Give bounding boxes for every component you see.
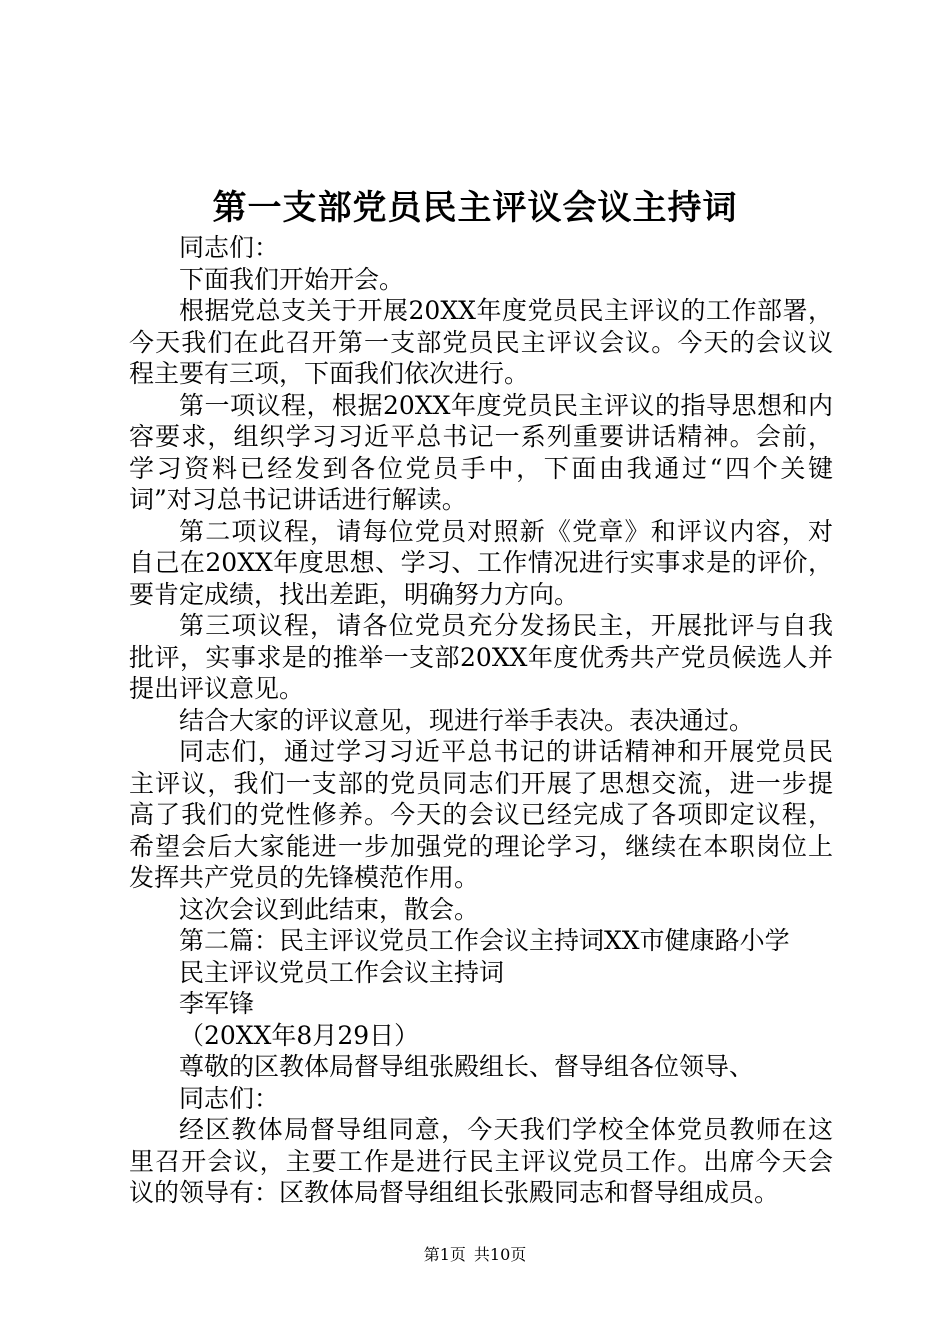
text-line: 提出评议意见。: [129, 674, 305, 703]
text-line: 第一项议程，根据20XX年度党员民主评议的指导思想和内: [179, 390, 833, 420]
text-line: 希望会后大家能进一步加强党的理论学习，继续在本职岗位上: [129, 831, 833, 861]
text-line: 程主要有三项，下面我们依次进行。: [129, 359, 530, 388]
text-line: 批评，实事求是的推举一支部20XX年度优秀共产党员候选人并: [129, 642, 833, 672]
text-line: 同志们，通过学习习近平总书记的讲话精神和开展党员民: [179, 737, 833, 766]
text-line: （20XX年8月29日）: [179, 1020, 420, 1050]
text-line: 结合大家的评议意见，现进行举手表决。表决通过。: [179, 705, 755, 735]
text-line: 词”对习总书记讲话进行解读。: [129, 485, 467, 514]
page-footer: [0, 1244, 950, 1266]
text-line: 下面我们开始开会。: [179, 264, 405, 294]
document-body: [129, 232, 833, 1209]
text-line: 要肯定成绩，找出差距，明确努力方向。: [129, 579, 580, 609]
text-line: 这次会议到此结束，散会。: [179, 894, 480, 924]
text-line: 容要求，组织学习习近平总书记一系列重要讲话精神。会前，: [129, 422, 833, 451]
text-line: 第二篇：民主评议党员工作会议主持词XX市健康路小学: [179, 926, 790, 955]
text-line: 里召开会议，主要工作是进行民主评议党员工作。出席今天会: [129, 1146, 833, 1176]
page-number: 第1页: [423, 1245, 466, 1264]
text-line: 主评议，我们一支部的党员同志们开展了思想交流，进一步提: [129, 768, 833, 798]
document-title: 第一支部党员民主评议会议主持词: [212, 188, 738, 228]
text-line: 今天我们在此召开第一支部党员民主评议会议。今天的会议议: [129, 327, 833, 357]
text-line: 学习资料已经发到各位党员手中，下面由我通过“四个关键: [129, 453, 833, 483]
text-line: 李军锋: [179, 989, 255, 1018]
text-line: 第二项议程，请每位党员对照新《党章》和评议内容，对: [179, 516, 833, 546]
text-line: 自己在20XX年度思想、学习、工作情况进行实事求是的评价，: [129, 548, 833, 577]
text-line: 民主评议党员工作会议主持词: [179, 957, 505, 987]
page-total: 共10页: [473, 1245, 527, 1264]
text-line: 高了我们的党性修养。今天的会议已经完成了各项即定议程，: [129, 800, 833, 829]
text-line: 议的领导有：区教体局督导组组长张殿同志和督导组成员。: [129, 1178, 780, 1207]
text-line: 同志们：: [179, 233, 280, 262]
text-line: 发挥共产党员的先锋模范作用。: [129, 863, 480, 892]
text-line: 第三项议程，请各位党员充分发扬民主，开展批评与自我: [179, 611, 833, 640]
text-line: 尊敬的区教体局督导组张殿组长、督导组各位领导、: [179, 1052, 755, 1081]
text-line: 经区教体局督导组同意，今天我们学校全体党员教师在这: [179, 1115, 833, 1144]
text-line: 根据党总支关于开展20XX年度党员民主评议的工作部署，: [179, 296, 833, 325]
text-line: 同志们：: [179, 1083, 280, 1113]
